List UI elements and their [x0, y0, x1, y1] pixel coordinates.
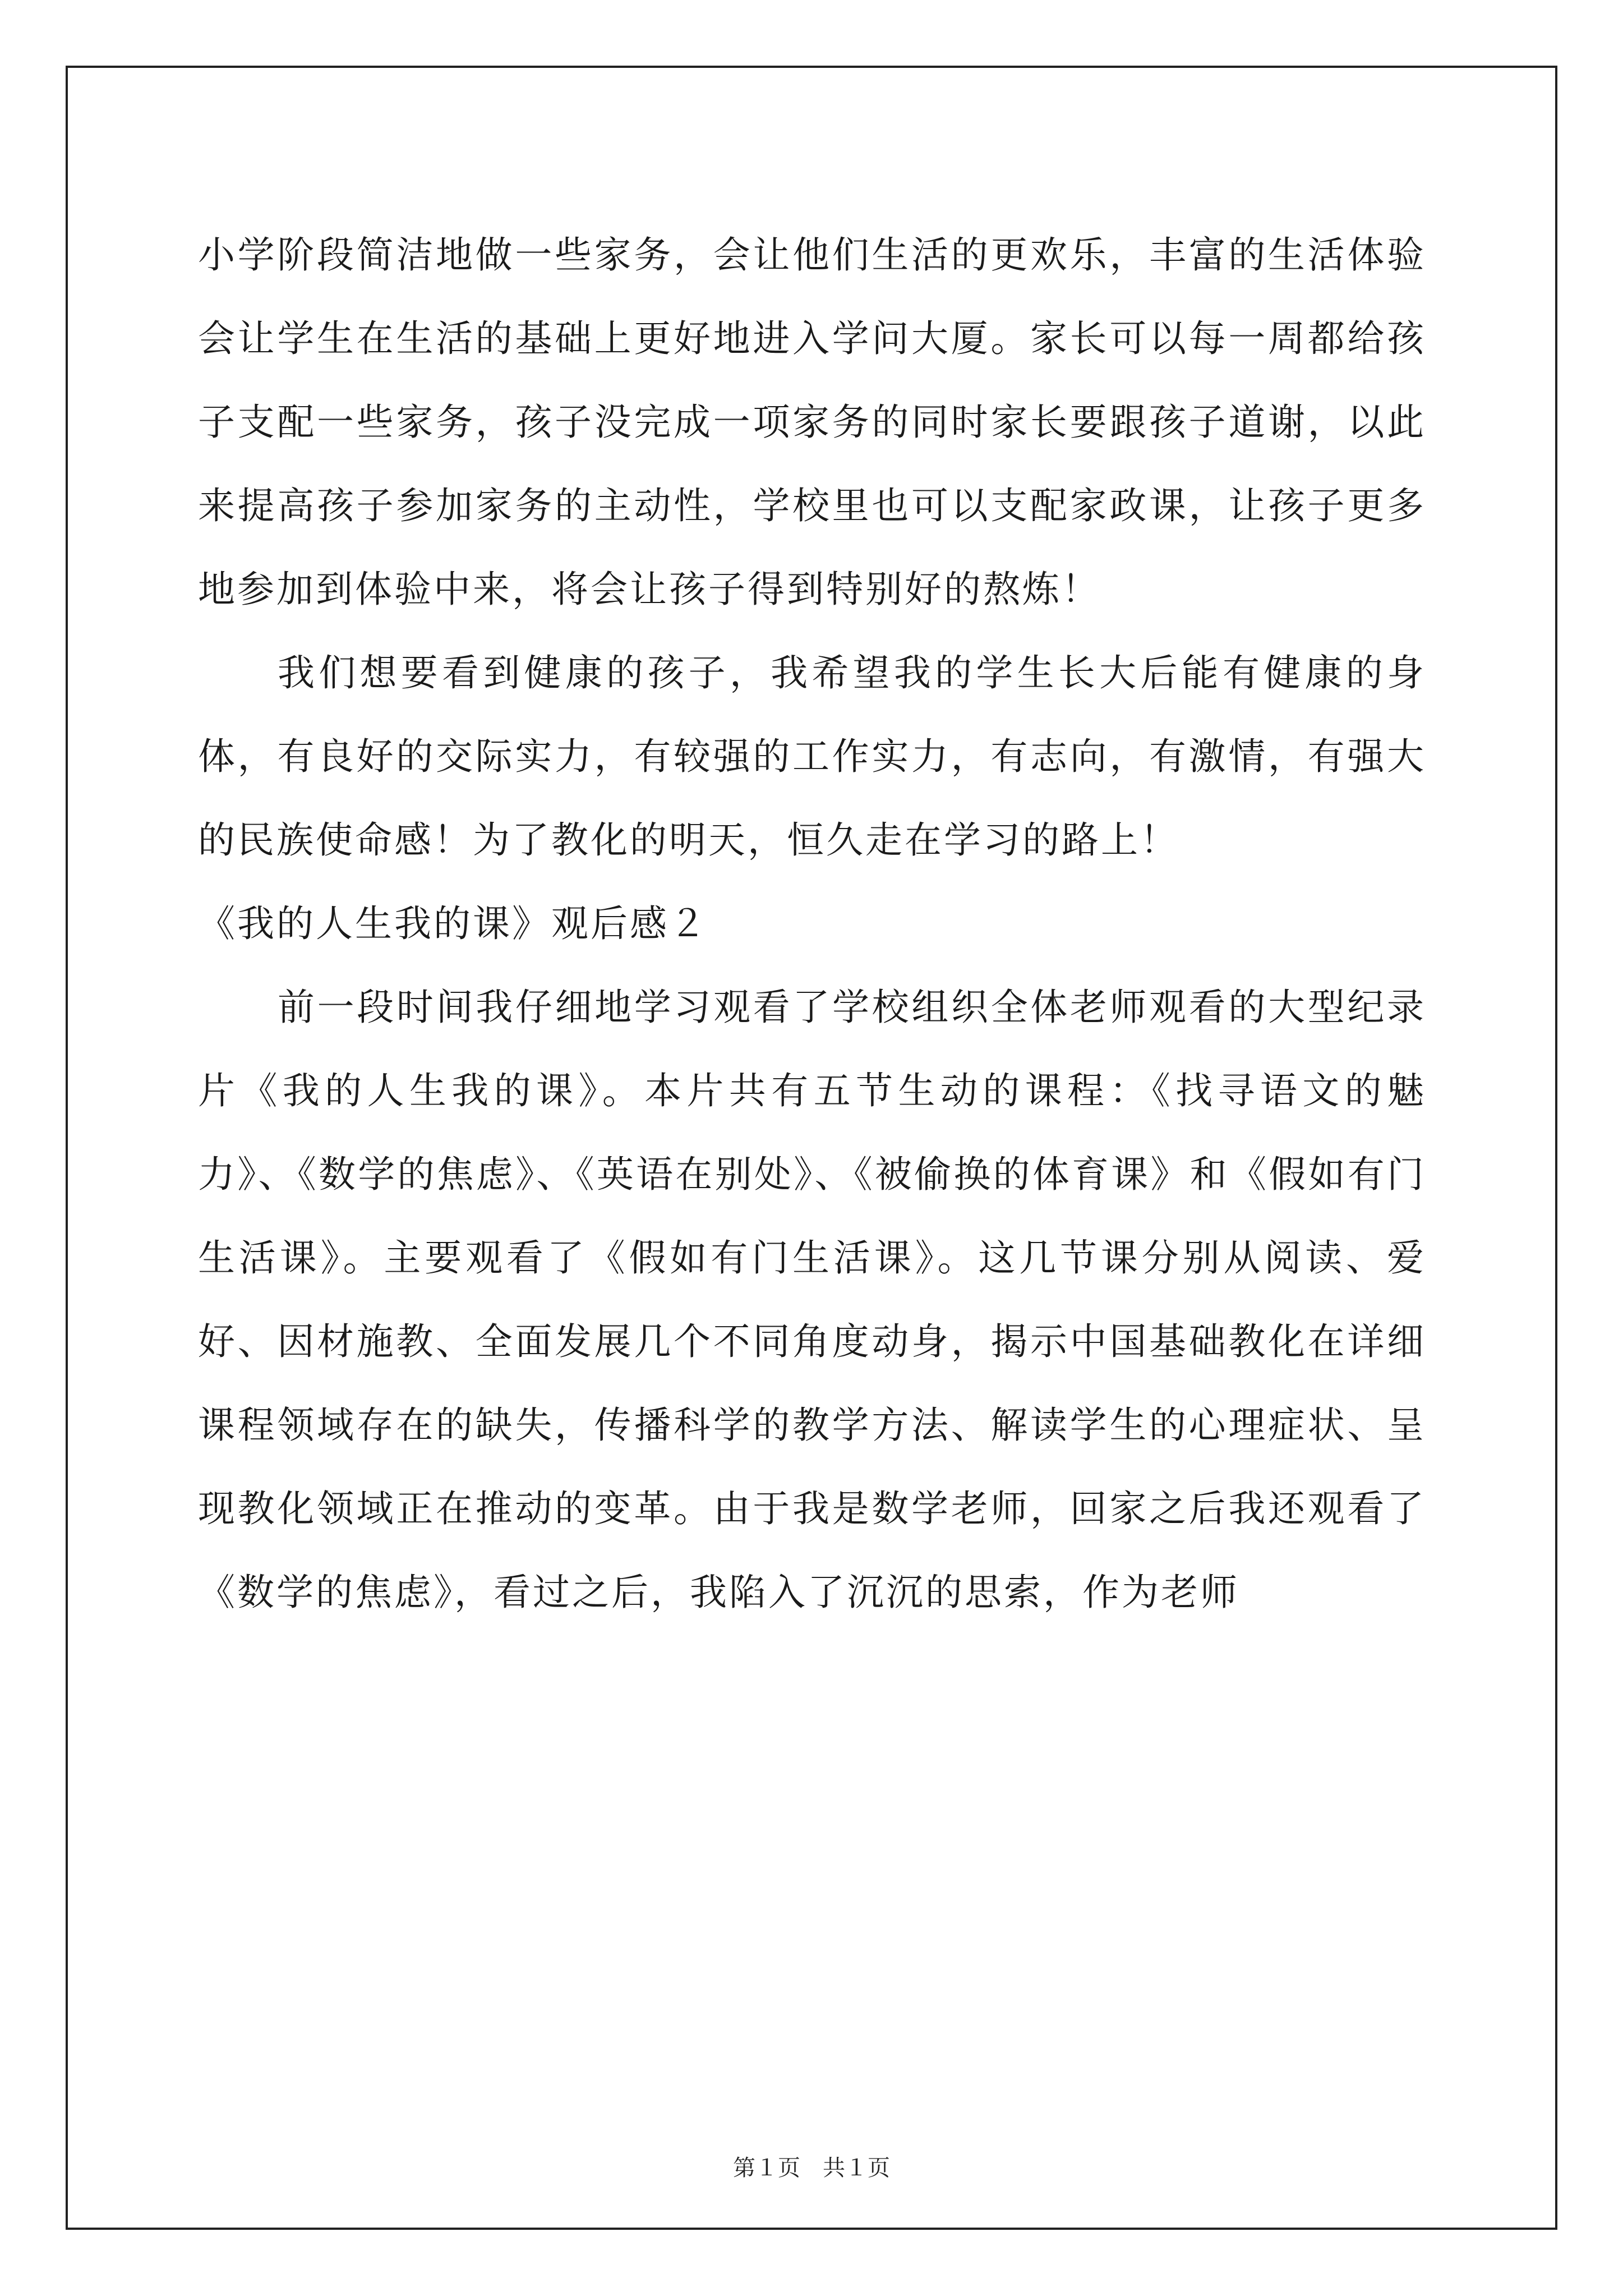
document-body [198, 213, 1426, 1634]
section-heading: 《我的人生我的课》观后感２ [198, 902, 708, 945]
paragraph-household-chores: 小学阶段简洁地做一些家务，会让他们生活的更欢乐，丰富的生活体验会让学生在生活的基础上更好地进入学问大厦。家长可以每一周都给孩子支配一些家务，孩子没完成一项家务的同时家长要跟孩子道谢，以此来提高孩子参加家务的主动性，学校里也可以支配家政课，让孩子更多地参加到体验中来，将会让孩子得到特别好的熬炼！ [198, 233, 1426, 611]
paragraph-healthy-children: 我们想要看到健康的孩子，我希望我的学生长大后能有健康的身体，有良好的交际实力，有较强的工作实力，有志向，有激情，有强大的民族使命感！为了教化的明天，恒久走在学习的路上！ [198, 651, 1426, 862]
paragraph-documentary-review: 前一段时间我仔细地学习观看了学校组织全体老师观看的大型纪录片《我的人生我的课》。本片共有五节生动的课程：《找寻语文的魅力》、《数学的焦虑》、《英语在别处》、《被偷换的体育课》和《假如有门生活课》。主要观看了《假如有门生活课》。这几节课分别从阅读、爱好、因材施教、全面发展几个不同角度动身，揭示中国基础教化在详细课程领域存在的缺失，传播科学的教学方法、解读学生的心理症状、呈现教化领域正在推动的变革。由于我是数学老师，回家之后我还观看了《数学的焦虑》，看过之后，我陷入了沉沉的思索，作为老师 [198, 986, 1426, 1614]
page-number-footer: 第１页 共１页 [733, 2155, 890, 2181]
